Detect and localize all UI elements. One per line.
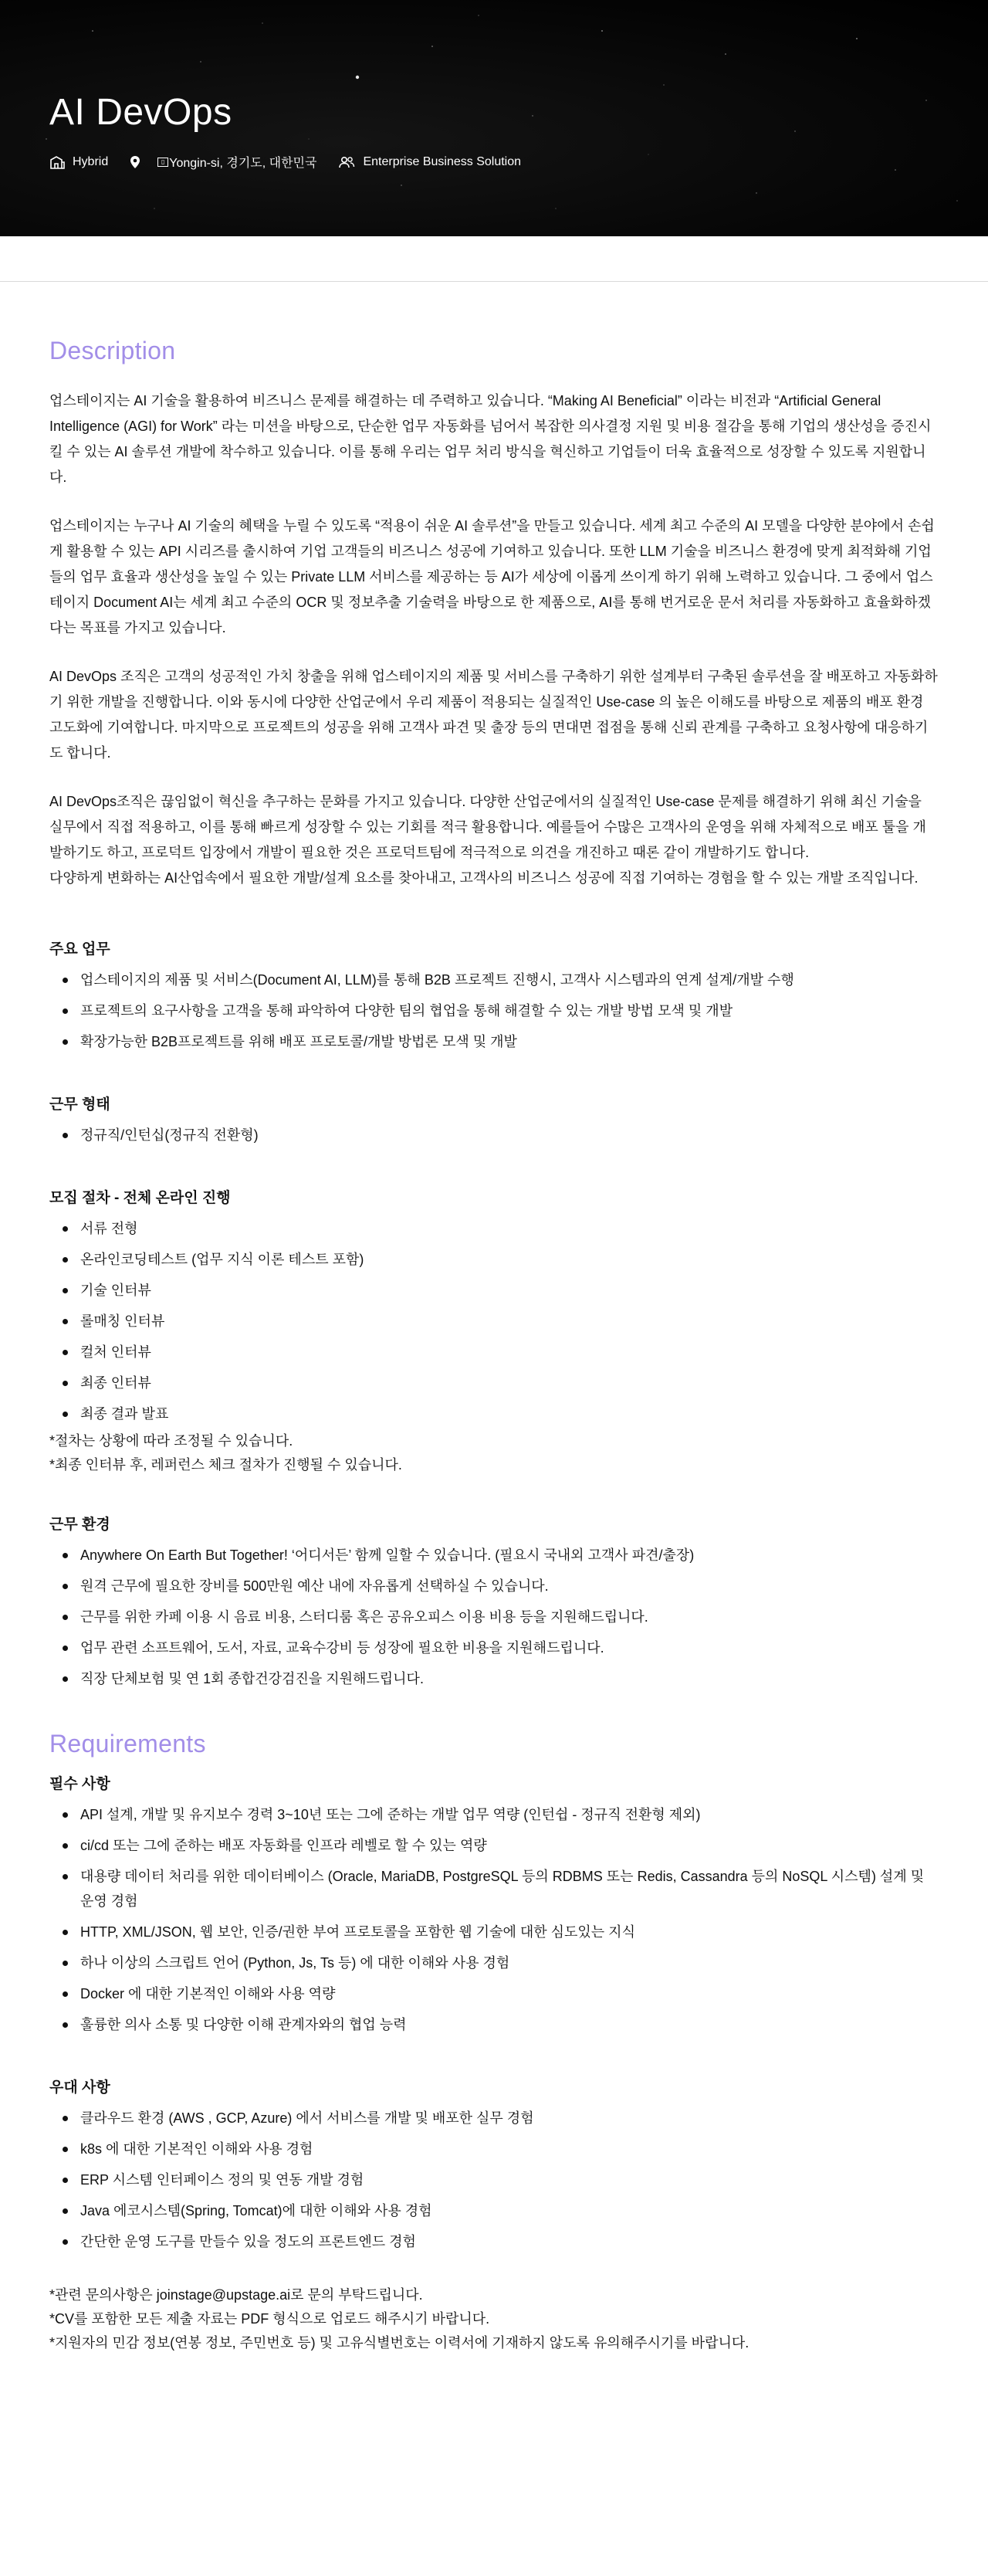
list-item: 최종 결과 발표 bbox=[49, 1398, 939, 1429]
list-item: 최종 인터뷰 bbox=[49, 1368, 939, 1398]
list-item: API 설계, 개발 및 유지보수 경력 3~10년 또는 그에 준하는 개발 업무 역량 (인턴쉽 - 정규직 전환형 제외) bbox=[49, 1799, 939, 1830]
environment-list bbox=[49, 1540, 939, 1694]
location bbox=[130, 153, 316, 171]
process-list bbox=[49, 1213, 939, 1429]
building-icon bbox=[49, 155, 65, 169]
description-paragraph: AI DevOps조직은 끊임없이 혁신을 추구하는 문화를 가지고 있습니다. 다양한 산업군에서의 실질적인 Use-case 문제를 해결하기 위해 최신 기술을 실무에서 직접 적용하고, 이를 통해 빠르게 성장할 수 있는 기회를 적극 활용합니다. 예를들어 수많은 고객사의 운영을 위해 자체적으로 배포 툴을 개발하기도 하고, 프로덕트 입장에서 개발이 필요한 것은 프로덕트팀에 적극적으로 의견을 개진하고 때론 같이 개발하기도 합니다. bbox=[49, 794, 926, 860]
required-title: 필수 사항 bbox=[49, 1776, 110, 1792]
list-item: Docker 에 대한 기본적인 이해와 사용 역량 bbox=[49, 1978, 939, 2009]
list-item: ci/cd 또는 그에 준하는 배포 자동화를 인프라 레벨로 할 수 있는 역량 bbox=[49, 1830, 939, 1861]
users-icon bbox=[338, 156, 355, 168]
main-tasks-section bbox=[49, 937, 939, 1057]
required-list bbox=[49, 1799, 939, 2040]
description-paragraph: 다양하게 변화하는 AI산업속에서 필요한 개발/설계 요소를 찾아내고, 고객사의 비즈니스 성공에 직접 기여하는 경험을 할 수 있는 개발 조직입니다. bbox=[49, 870, 919, 886]
environment-section bbox=[49, 1513, 939, 1694]
employment-list bbox=[49, 1120, 939, 1151]
description-paragraph: AI DevOps 조직은 고객의 성공적인 가치 창출을 위해 업스테이지의 제품 및 서비스를 구축하기 위한 설계부터 구축된 솔루션을 잘 배포하고 자동화하기 위한 개발을 진행합니다. 이와 동시에 다양한 산업군에서 우리 제품이 적용되는 실질적인 Use-case 의 높은 이해도를 바탕으로 제품의 배포 환경 고도화에 기여합니다. 마지막으로 프로젝트의 성공을 위해 고객사 파견 및 출장 등의 면대면 접점을 통해 신뢰 관계를 구축하고 요청사항에 대응하기도 합니다. bbox=[49, 669, 938, 761]
work-type-label: Hybrid bbox=[73, 154, 109, 168]
flag-placeholder-icon: ▯ bbox=[157, 158, 168, 167]
location-label: Yongin-si, 경기도, 대한민국 bbox=[169, 157, 317, 170]
map-pin-icon bbox=[130, 155, 140, 169]
required-section bbox=[49, 1772, 939, 2040]
job-content bbox=[49, 337, 939, 2355]
list-item: k8s 에 대한 기본적인 이해와 사용 경험 bbox=[49, 2134, 939, 2164]
footer-note: *관련 문의사항은 joinstage@upstage.ai로 문의 부탁드립니다. bbox=[49, 2287, 423, 2303]
list-item: 기술 인터뷰 bbox=[49, 1275, 939, 1306]
list-item: 원격 근무에 필요한 장비를 500만원 예산 내에 자유롭게 선택하실 수 있습니다. bbox=[49, 1571, 939, 1602]
list-item: 서류 전형 bbox=[49, 1213, 939, 1244]
description-paragraph: 업스테이지는 AI 기술을 활용하여 비즈니스 문제를 해결하는 데 주력하고 있습니다. “Making AI Beneficial” 이라는 비전과 “Artificial General Intelligence (AGI) for Work” 라는 미션을 바탕으로, 단순한 업무 자동화를 넘어서 복잡한 의사결정 지원 및 비용 절감을 통해 기업의 생산성을 증진시킬 수 있는 AI 솔루션 개발에 착수하고 있습니다. 이를 통해 우리는 업무 처리 방식을 혁신하고 기업들이 더욱 효율적으로 성장할 수 있도록 지원합니다. bbox=[49, 393, 932, 485]
employment-title: 근무 형태 bbox=[49, 1096, 110, 1113]
list-item: Java 에코시스템(Spring, Tomcat)에 대한 이해와 사용 경험 bbox=[49, 2195, 939, 2226]
list-item: ERP 시스템 인터페이스 정의 및 연동 개발 경험 bbox=[49, 2164, 939, 2195]
list-item: Anywhere On Earth But Together! ‘어디서든’ 함께 일할 수 있습니다. (필요시 국내외 고객사 파견/출장) bbox=[49, 1540, 939, 1571]
list-item: 업무 관련 소프트웨어, 도서, 자료, 교육수강비 등 성장에 필요한 비용을 지원해드립니다. bbox=[49, 1632, 939, 1663]
process-note: *최종 인터뷰 후, 레퍼런스 체크 절차가 진행될 수 있습니다. bbox=[49, 1457, 402, 1473]
section-divider bbox=[0, 281, 988, 282]
list-item: 대용량 데이터 처리를 위한 데이터베이스 (Oracle, MariaDB, PostgreSQL 등의 RDBMS 또는 Redis, Cassandra 등의 NoSQL 시스템) 설계 및 운영 경험 bbox=[49, 1861, 939, 1917]
job-meta bbox=[49, 153, 543, 171]
preferred-section bbox=[49, 2076, 939, 2257]
job-title: AI DevOps bbox=[49, 92, 232, 133]
spacer bbox=[49, 891, 939, 937]
list-item: 하나 이상의 스크립트 언어 (Python, Js, Ts 등) 에 대한 이해와 사용 경험 bbox=[49, 1947, 939, 1978]
footer-note: *지원자의 민감 정보(연봉 정보, 주민번호 등) 및 고유식별번호는 이력서에 기재하지 않도록 유의해주시기를 바랍니다. bbox=[49, 2335, 749, 2351]
main-tasks-title: 주요 업무 bbox=[49, 941, 110, 958]
list-item: 온라인코딩테스트 (업무 지식 이론 테스트 포함) bbox=[49, 1244, 939, 1275]
description-title: Description bbox=[49, 337, 176, 364]
hero-banner bbox=[0, 0, 988, 236]
team bbox=[338, 155, 521, 169]
team-label: Enterprise Business Solution bbox=[363, 154, 522, 168]
employment-section bbox=[49, 1093, 939, 1151]
footer-notes bbox=[49, 2283, 939, 2355]
list-item: 간단한 운영 도구를 만들수 있을 정도의 프론트엔드 경험 bbox=[49, 2226, 939, 2257]
process-section bbox=[49, 1186, 939, 1477]
list-item: 컬처 인터뷰 bbox=[49, 1337, 939, 1368]
preferred-title: 우대 사항 bbox=[49, 2079, 110, 2096]
description-paragraph: 업스테이지는 누구나 AI 기술의 혜택을 누릴 수 있도록 “적용이 쉬운 AI 솔루션”을 만들고 있습니다. 세계 최고 수준의 AI 모델을 다양한 분야에서 손쉽게 활용할 수 있는 API 시리즈를 출시하여 기업 고객들의 비즈니스 성공에 기여하고 있습니다. 또한 LLM 기술을 비즈니스 환경에 맞게 최적화해 기업들의 업무 효율과 생산성을 높일 수 있는 Private LLM 서비스를 제공하는 등 AI가 세상에 이롭게 쓰이게 하기 위해 노력하고 있습니다. 그 중에서 업스테이지 Document AI는 세계 최고 수준의 OCR 및 정보추출 기술력을 바탕으로 한 제품으로, AI를 통해 번거로운 문서 처리를 자동화하고 효율화하겠다는 목표를 가지고 있습니다. bbox=[49, 518, 935, 636]
main-tasks-list bbox=[49, 964, 939, 1057]
list-item: 롤매칭 인터뷰 bbox=[49, 1306, 939, 1337]
list-item: 근무를 위한 카페 이용 시 음료 비용, 스터디룸 혹은 공유오피스 이용 비용 등을 지원해드립니다. bbox=[49, 1602, 939, 1632]
footer-note: *CV를 포함한 모든 제출 자료는 PDF 형식으로 업로드 해주시기 바랍니다. bbox=[49, 2311, 490, 2327]
list-item: 훌륭한 의사 소통 및 다양한 이해 관계자와의 협업 능력 bbox=[49, 2009, 939, 2040]
requirements-title: Requirements bbox=[49, 1730, 206, 1757]
list-item: 프로젝트의 요구사항을 고객을 통해 파악하여 다양한 팀의 협업을 통해 해결할 수 있는 개발 방법 모색 및 개발 bbox=[49, 995, 939, 1026]
process-title: 모집 절차 - 전체 온라인 진행 bbox=[49, 1190, 231, 1206]
list-item: 정규직/인턴십(정규직 전환형) bbox=[49, 1120, 939, 1151]
list-item: 직장 단체보험 및 연 1회 종합건강검진을 지원해드립니다. bbox=[49, 1663, 939, 1694]
list-item: HTTP, XML/JSON, 웹 보안, 인증/권한 부여 프로토콜을 포함한 웹 기술에 대한 심도있는 지식 bbox=[49, 1917, 939, 1947]
preferred-list bbox=[49, 2103, 939, 2257]
environment-title: 근무 환경 bbox=[49, 1517, 110, 1533]
process-note: *절차는 상황에 따라 조정될 수 있습니다. bbox=[49, 1433, 293, 1449]
list-item: 업스테이지의 제품 및 서비스(Document AI, LLM)를 통해 B2B 프로젝트 진행시, 고객사 시스템과의 연계 설계/개발 수행 bbox=[49, 964, 939, 995]
list-item: 확장가능한 B2B프로젝트를 위해 배포 프로토콜/개발 방법론 모색 및 개발 bbox=[49, 1026, 939, 1057]
work-type bbox=[49, 155, 108, 169]
list-item: 클라우드 환경 (AWS , GCP, Azure) 에서 서비스를 개발 및 배포한 실무 경험 bbox=[49, 2103, 939, 2134]
